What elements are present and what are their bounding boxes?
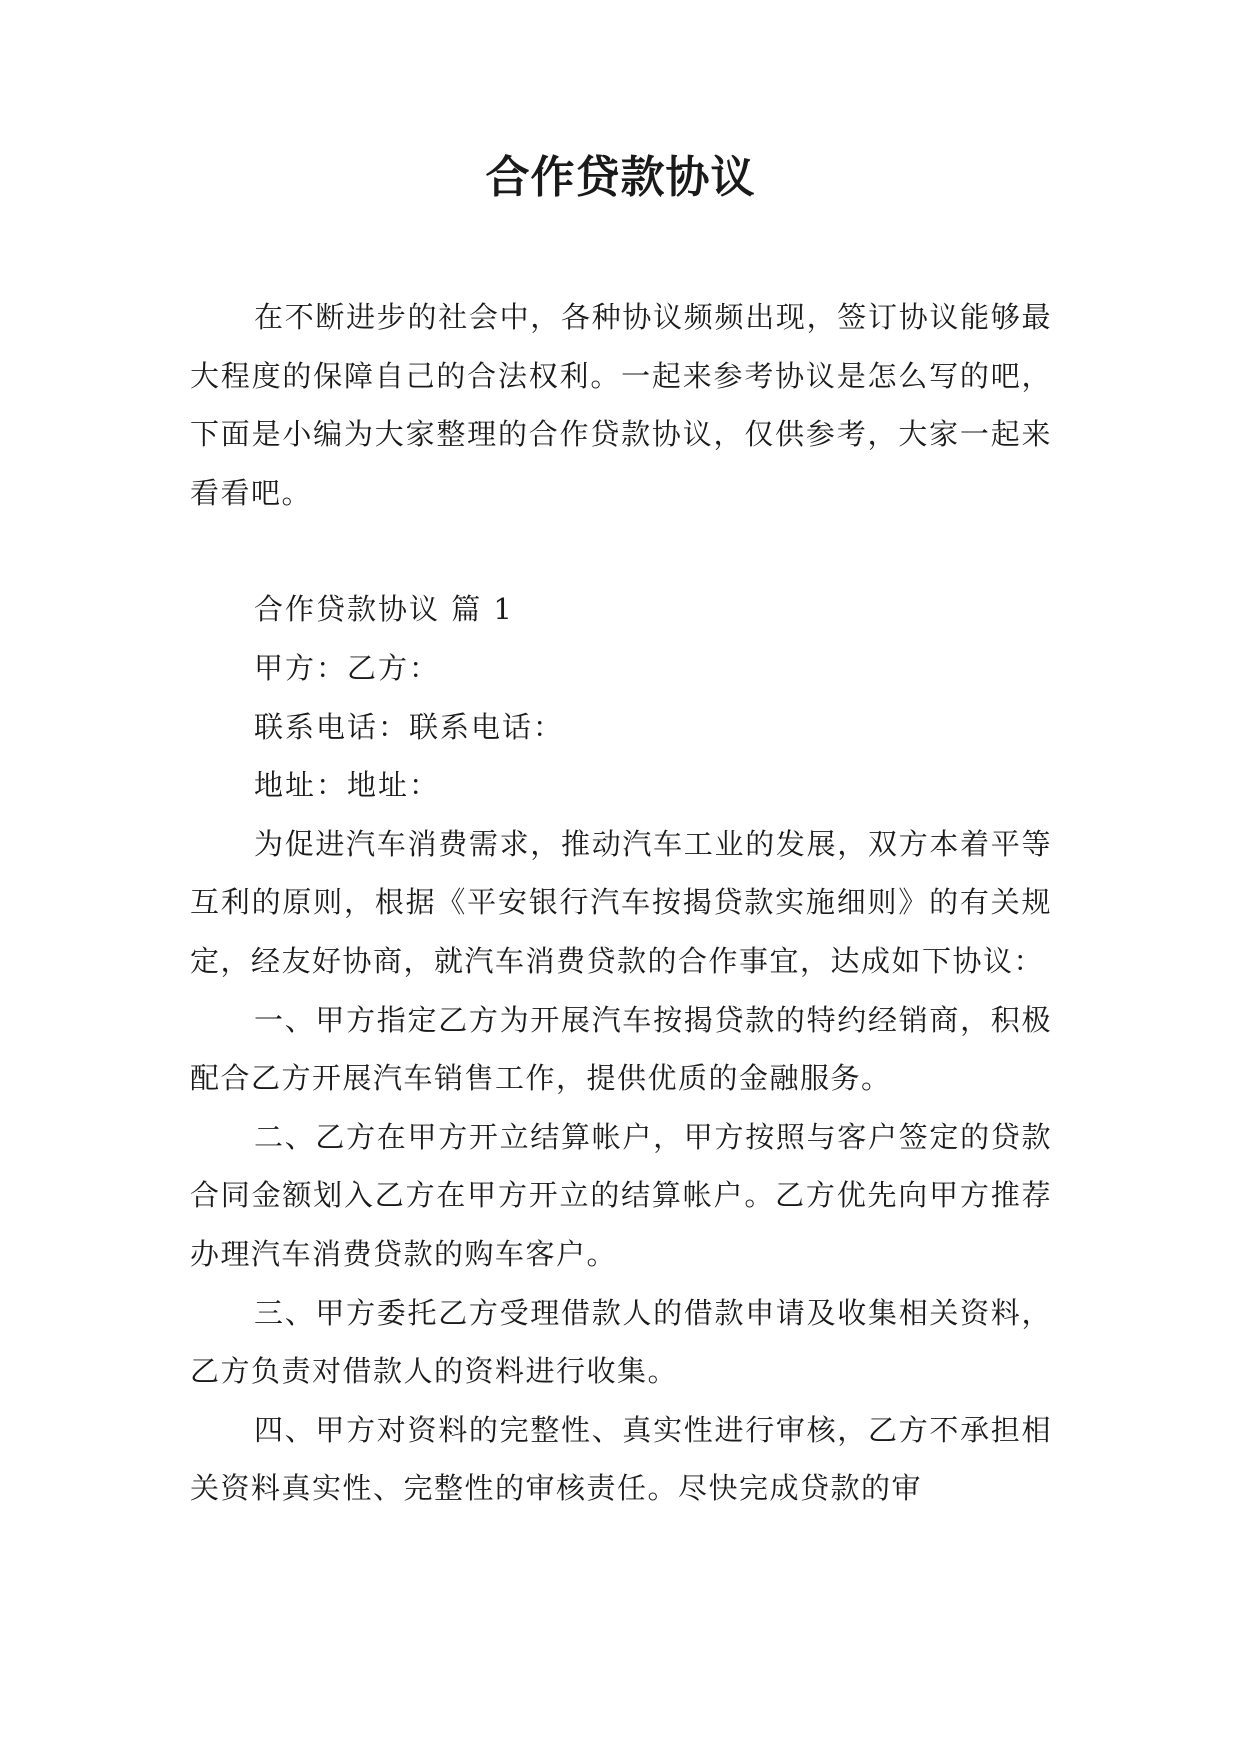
clause-4-paragraph: 四、甲方对资料的完整性、真实性进行审核，乙方不承担相关资料真实性、完整性的审核责任。尽快完成贷款的审	[190, 1412, 1052, 1506]
clause-2-paragraph: 二、乙方在甲方开立结算帐户，甲方按照与客户签定的贷款合同金额划入乙方在甲方开立的结算帐户。乙方优先向甲方推荐办理汽车消费贷款的购车客户。	[190, 1119, 1052, 1271]
clause-1-paragraph: 一、甲方指定乙方为开展汽车按揭贷款的特约经销商，积极配合乙方开展汽车销售工作，提供优质的金融服务。	[190, 1002, 1052, 1096]
intro-paragraph: 在不断进步的社会中，各种协议频频出现，签订协议能够最大程度的保障自己的合法权利。一起来参考协议是怎么写的吧，下面是小编为大家整理的合作贷款协议，仅供参考，大家一起来看看吧。	[190, 300, 1052, 510]
party-line: 甲方：乙方：	[254, 650, 441, 685]
preamble-paragraph: 为促进汽车消费需求，推动汽车工业的发展，双方本着平等互利的原则，根据《平安银行汽车按揭贷款实施细则》的有关规定，经友好协商，就汽车消费贷款的合作事宜，达成如下协议：	[190, 826, 1052, 978]
document-title: 合作贷款协议	[485, 152, 756, 203]
section-heading: 合作贷款协议 篇 1	[254, 592, 514, 627]
clause-3-paragraph: 三、甲方委托乙方受理借款人的借款申请及收集相关资料，乙方负责对借款人的资料进行收集。	[190, 1295, 1052, 1389]
paragraph-spacer	[190, 522, 1052, 580]
address-line: 地址：地址：	[254, 768, 441, 803]
document-body	[190, 288, 1052, 1518]
phone-line: 联系电话：联系电话：	[254, 709, 565, 744]
